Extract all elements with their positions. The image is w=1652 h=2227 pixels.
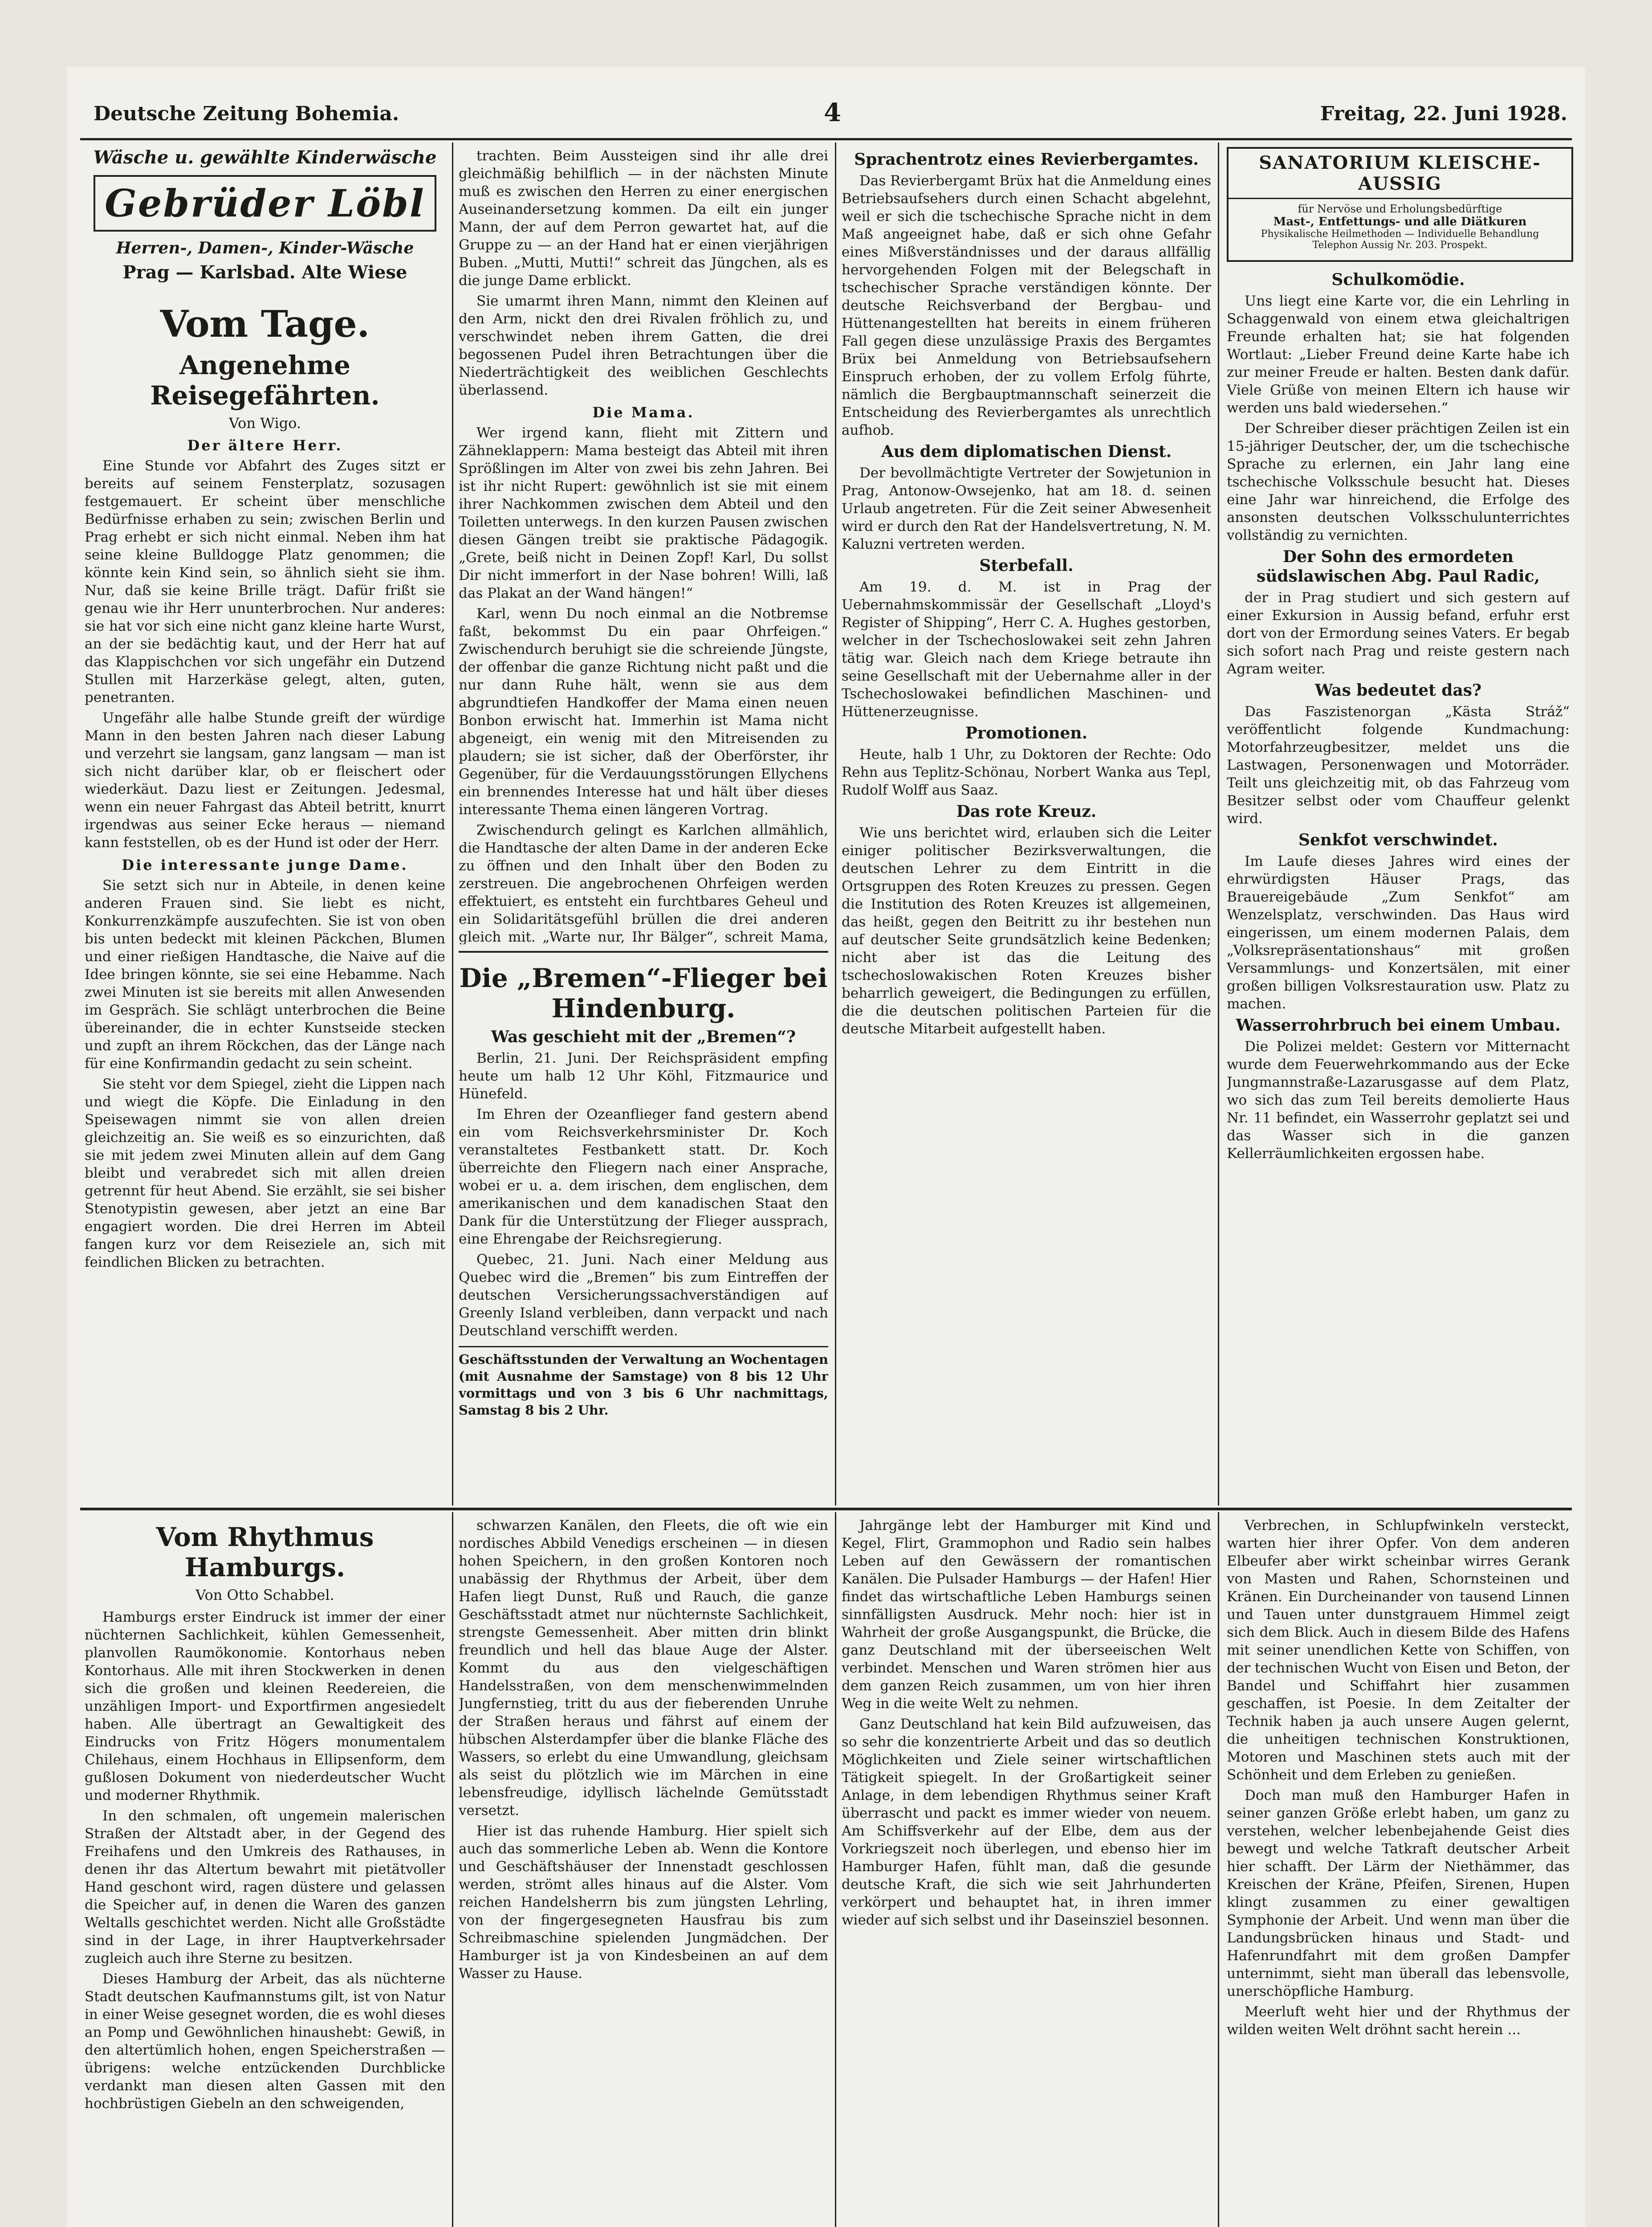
article-byline: Von Wigo. bbox=[228, 415, 301, 432]
article-bremen-flieger bbox=[459, 958, 828, 1503]
section-heading: Die Mama. bbox=[592, 404, 695, 421]
paragraph: Hamburgs erster Eindruck ist immer der einer nüchternen Sachlichkeit, kühlen Gemessenheit, planvollen Raumökonomie. Kontorhaus neben Kontorhaus. Alle mit ihren Stockwerken in denen sich die großen und kleinen Reedereien, die unzähligen Import- und Exportfirmen angesiedelt haben. Alle übertragt an Gewaltigkeit des Eindrucks von Fritz Högers monumentalem Chilehaus, einem Hochhaus in Ellipsenform, dem gußlosen Dokument von niederdeutscher Wucht und moderner Rhythmik. bbox=[85, 1609, 445, 1803]
article-title: Die „Bremen“-Flieger bei Hindenburg. bbox=[459, 963, 828, 1024]
article-subtitle: Angenehme Reisegefährten. bbox=[150, 350, 380, 411]
news-heading: Promotionen. bbox=[965, 724, 1088, 742]
paragraph: Im Laufe dieses Jahres wird eines der ehrwürdigsten Häuser Prags, das Brauereigebäude „Zum Senkfot“ am Wenzelsplatz, verschwinden. Das Haus wird eingerissen, um einem modernen Palais, dem „Volksrepräsentationshaus“ mit großen Versammlungs- und Konzertsälen, mit einer großen billigen Volksrestauration usw. Platz zu machen. bbox=[1227, 853, 1570, 1012]
paragraph: Das Revierbergamt Brüx hat die Anmeldung eines Betriebsaufsehers durch einen Schacht abgelehnt, weil er sich die tschechische Sprache nicht in dem Maß angeeignet habe, daß er sich ohne Gefahr eines Mißverständnisses und der daraus allfällig hervorgehenden Folgen mit der Belegschaft in tschechischer Sprache verständigen könnte. Der deutsche Reichsverband der Bergbau- und Hüttenangestellten hat bereits in einem früheren Fall gegen diese unzulässige Praxis des Bergamtes Brüx bei Anmeldung von Betriebsaufsehern Einspruch erhoben, der zu vollem Erfolg führte, nämlich die Bergbauptmannschaft seinerzeit die Entscheidung des Revierbergamtes als unrechtlich aufhob. bbox=[842, 173, 1211, 438]
article-hamburg-col1 bbox=[85, 1517, 445, 2227]
article-vom-tage bbox=[85, 298, 445, 1503]
paragraph: Ungefähr alle halbe Stunde greift der würdige Mann in den besten Jahren nach dieser Labung und verzehrt sie langsam, ganz langsam — man ist sich nicht darüber klar, ob er fleischert oder wiederkäut. Dazu liest er Zeitungen. Jedesmal, wenn ein neuer Fahrgast das Abteil betritt, knurrt irgendwas aus seiner Ecke heraus — niemand kann feststellen, ob es der Hund ist oder der Herr. bbox=[85, 710, 445, 851]
paragraph: Sie setzt sich nur in Abteile, in denen keine anderen Frauen sind. Sie liebt es nicht, Konkurrenzkämpfe auszufechten. Sie ist von oben bis unten bedeckt mit kleinen Päckchen, Blumen und einer rießigen Handtasche, die Naive auf die Idee bringen könnte, sie sei eine Hebamme. Nach zwei Minuten ist sie bereits mit allen Anwesenden im Gespräch. Sie schlägt unterbrochen die Beine übereinander, die in echter Kunstseide stecken und zupft an ihrem Röckchen, das der Länge nach für eine Konfirmandin gedacht zu sein scheint. bbox=[85, 877, 445, 1072]
advertisement-loebl bbox=[85, 147, 445, 294]
ad-line: für Nervöse und Erholungsbedürftige bbox=[1298, 203, 1502, 215]
article-subtitle: Was geschieht mit der „Bremen“? bbox=[491, 1028, 796, 1046]
paragraph: Uns liegt eine Karte vor, die ein Lehrling in Schaggenwald von einem etwa gleichaltrigen Freunde erhalten hat; sie hat folgenden Wortlaut: „Lieber Freund deine Karte habe ich zur meiner Freude er halten. Besten dank dafür. Viele Grüße von meinen Eltern ich hause wir werden uns bald wiedersehen.“ bbox=[1227, 293, 1570, 416]
ad-company-name: Gebrüder Löbl bbox=[94, 175, 436, 232]
ad-title: SANATORIUM KLEISCHE-AUSSIG bbox=[1229, 149, 1571, 199]
ad-line: Telephon Aussig Nr. 203. Prospekt. bbox=[1312, 240, 1488, 251]
paragraph: der in Prag studiert und sich gestern auf einer Exkursion in Aussig befand, erfuhr erst dort von der Ermordung seines Vaters. Er begab sich sofort nach Prag und reiste gestern nach Agram weiter. bbox=[1227, 590, 1570, 677]
paragraph: trachten. Beim Aussteigen sind ihr alle drei gleichmäßig behilflich — in der nächsten Minute muß es zwischen den Herren zu einer energischen Auseinandersetzung kommen. Da eilt ein junger Mann, der auf dem Perron gewartet hat, auf die Gruppe zu — an der Hand hat er einen vierjährigen Buben. „Mutti, Mutti!“ schreit das Jüngchen, als es die junge Dame erblickt. bbox=[459, 148, 828, 289]
paragraph: Dieses Hamburg der Arbeit, das als nüchterne Stadt deutschen Kaufmannstums gilt, ist von Natur in einer Weise gesegnet worden, die es wohl dieses an Pomp und Gewöhnlichen hinaushebt: Gewiß, in den altertümlich hohen, engen Speicherstraßen — übrigens: welche entzückenden Durchblicke verdankt man diesen alten Gassen mit den hochbrüstigen Giebeln an den schweigenden, bbox=[85, 1971, 445, 2112]
column-divider bbox=[835, 143, 836, 1505]
paragraph: Der bevollmächtigte Vertreter der Sowjetunion in Prag, Antonow-Owsejenko, hat am 18. d. seinen Urlaub angetreten. Für die Zeit seiner Abwesenheit wird er durch den Rat der Handelsvertretung, N. M. Kaluzni vertreten werden. bbox=[842, 465, 1211, 552]
news-heading: Was bedeutet das? bbox=[1314, 681, 1482, 700]
article-rule bbox=[459, 951, 828, 953]
page-number: 4 bbox=[824, 98, 841, 127]
paragraph: Karl, wenn Du noch einmal an die Notbremse faßt, bekommst Du ein paar Ohrfeigen.“ Zwischendurch beruhigt sie die schreiende Jüngste, der offenbar die ganze Richtung nicht paßt und die nur dann Ruhe hält, wenn sie aus dem abgrundtiefen Handkoffer der Mama einen neuen Bonbon erwischt hat. Immerhin ist Mama nicht abgeneigt, ein wenig mit den Mitreisenden zu plaudern; sie ist sicher, daß der Oberförster, ihr Gegenüber, für die Verdauungsstörungen Ellychens ein brennendes Interesse hat und hält über dieses interessante Thema einen längeren Vortrag. bbox=[459, 606, 828, 818]
paragraph: Ganz Deutschland hat kein Bild aufzuweisen, das so sehr die konzentrierte Arbeit und das so deutlich Möglichkeiten und Ziele seiner wirtschaftlichen Tätigkeit spiegelt. In der Großartigkeit seiner Anlage, in dem lebendigen Rhythmus seiner Kraft überrascht und packt es immer wieder von neuem. Am Schiffsverkehr auf der Elbe, dem aus der Vorkriegszeit noch überlegen, und ebenso hier im Hamburger Hafen, fühlt man, daß die gesunde deutsche Kraft, die sich wie seit Jahrhunderten verkörpert und behauptet hat, in ihren immer wieder auf sich selbst und ihr Daseinsziel besonnen. bbox=[842, 1716, 1211, 1928]
paragraph: Verbrechen, in Schlupfwinkeln versteckt, warten hier ihrer Opfer. Von dem anderen Elbeufer aber wirkt scheinbar wirres Gerank von Masten und Rahen, Schornsteinen und Kränen. Ein Durcheinander von tausend Linnen und Tauen unter dunstgrauem Himmel zeigt sich dem Blick. Auch in diesem Bilde des Hafens mit seiner unendlichen Kette von Schiffen, von der technischen Wucht von Eisen und Beton, der Bandel und Schiffahrt hier zusammen geschaffen, ist Poesie. In dem Zeitalter der Technik haben ja auch unsere Augen gelernt, die unheitigen technischen Konstruktionen, Motoren und Maschinen stets auch mit der Schönheit und dem Erleben zu genießen. bbox=[1227, 1517, 1570, 1783]
news-heading: Wasserrohrbruch bei einem Umbau. bbox=[1236, 1016, 1561, 1035]
news-heading: Der Sohn des ermordeten südslawischen Abg. Paul Radic, bbox=[1256, 547, 1540, 586]
column-divider bbox=[452, 143, 453, 1505]
column-divider bbox=[835, 1512, 836, 2227]
newspaper-page bbox=[67, 67, 1585, 2227]
news-heading: Sprachentrotz eines Revierbergamtes. bbox=[854, 150, 1199, 169]
paragraph: Der Schreiber dieser prächtigen Zeilen ist ein 15-jähriger Deutscher, der, um die tschechische Sprache zu erlernen, ein Jahr lang eine tschechische Volksschule besucht hat. Dieses eine Jahr war hinreichend, die Erfolge des ansonsten deutschen Volksschulunterrichtes vollständig zu vernichten. bbox=[1227, 420, 1570, 543]
ad-line: Physikalische Heilmethoden — Individuelle Behandlung bbox=[1261, 228, 1539, 240]
paragraph: In den schmalen, oft ungemein malerischen Straßen der Altstadt aber, in der Gegend des Freihafens und den Umkreis des Rathauses, in denen ihr das Altertum bewahrt mit pietätvoller Hand geschont wird, ragen düstere und gelassen die Speicher auf, in denen die Waren des ganzen Weltalls geschichtet werden. Nicht alle Großstädte sind in der Lage, in ihrer Hauptverkehrsader zugleich auch ihre Sterne zu besitzen. bbox=[85, 1808, 445, 1966]
news-heading: Schulkomödie. bbox=[1331, 270, 1465, 289]
business-hours-notice: Geschäftsstunden der Verwaltung an Wochentagen (mit Ausnahme der Samstage) von 8 bis 12 Uhr vormittags und von 3 bis 6 Uhr nachmittags, Samstag 8 bis 2 Uhr. bbox=[459, 1346, 828, 1419]
article-hamburg-col4 bbox=[1227, 1517, 1570, 2227]
ad-line: Wäsche u. gewählte Kinderwäsche bbox=[93, 147, 437, 168]
article-hamburg-col2 bbox=[459, 1517, 828, 2227]
news-column-3 bbox=[842, 147, 1211, 1503]
article-vom-tage-continued bbox=[459, 147, 828, 944]
paragraph: schwarzen Kanälen, den Fleets, die oft wie ein nordisches Abbild Venedigs erscheinen — in diesen hohen Speichern, in den großen Kontoren noch unabässig der Rhythmus der Arbeit, über dem Hafen liegt Dunst, Ruß und Rauch, die ganze Geschäftsstadt atmet nur nüchternste Sachlichkeit, strengste Gemessenheit. Aber mitten drin blinkt freundlich und hell das blaue Auge der Alster. Kommt du aus den vielgeschäftigen Handelsstraßen, von dem menschenwimmelnden Jungfernstieg, tritt du aus der fieberenden Unruhe der Straßen heraus und fährst auf einem der hübschen Alsterdampfer über die blanke Fläche des Wassers, so erlebt du eine Umwandlung, gleichsam als seist du plötzlich wie im Märchen in eine lebensfreudige, idyllisch lächelnde Gemütsstadt versetzt. bbox=[459, 1517, 828, 1819]
paragraph: Zwischendurch gelingt es Karlchen allmählich, die Handtasche der alten Dame in der anderen Ecke zu öffnen und den Inhalt über den Boden zu zerstreuen. Die angebrochenen Ohrfeigen werden effektuiert, es entsteht ein furchtbares Geheul und ein Solidaritätsgefühl brüllen die drei anderen gleich mit. „Warte nur, Ihr Bälger“, schreit Mama, bbox=[459, 822, 828, 944]
paragraph: Berlin, 21. Juni. Der Reichspräsident empfing heute um halb 12 Uhr Köhl, Fitzmaurice und Hünefeld. bbox=[459, 1050, 828, 1102]
header-rule bbox=[80, 138, 1572, 140]
advertisement-sanatorium bbox=[1227, 147, 1573, 262]
article-title: Vom Tage. bbox=[160, 303, 370, 346]
paragraph: Sie umarmt ihren Mann, nimmt den Kleinen auf den Arm, nickt den drei Rivalen fröhlich zu, und verschwindet neben ihrem Gatten, die drei begossenen Pudel ihren Betrachtungen über die Niederträchtigkeit des weiblichen Geschlechts überlassend. bbox=[459, 293, 828, 398]
article-title: Vom Rhythmus Hamburgs. bbox=[156, 1522, 374, 1583]
column-divider bbox=[452, 1512, 453, 2227]
paragraph: Quebec, 21. Juni. Nach einer Meldung aus Quebec wird die „Bremen“ bis zum Eintreffen der deutschen Versicherungssachverständigen auf Greenly Island verbleiben, dann verpackt und nach Deutschland verschifft werden. bbox=[459, 1252, 828, 1339]
paragraph: Das Faszistenorgan „Kästa Stráž“ veröffentlicht folgende Kundmachung: Motorfahrzeugbesitzer, meldet uns die Lastwagen, Personenwagen und Motorräder. Teilt uns gleichzeitig mit, ob das Fahrzeug vom Besitzer selbst oder vom Chauffeur gelenkt wird. bbox=[1227, 704, 1570, 827]
newspaper-name: Deutsche Zeitung Bohemia. bbox=[94, 102, 399, 125]
section-rule bbox=[80, 1508, 1572, 1510]
article-hamburg-col3 bbox=[842, 1517, 1211, 2227]
section-heading: Die interessante junge Dame. bbox=[122, 857, 408, 873]
news-heading: Das rote Kreuz. bbox=[956, 802, 1097, 821]
paragraph: Meerluft weht hier und der Rhythmus der wilden weiten Welt dröhnt sacht herein ... bbox=[1227, 2004, 1570, 2038]
paragraph: Im Ehren der Ozeanflieger fand gestern abend ein vom Reichsverkehrsminister Dr. Koch veranstaltetes Festbankett statt. Dr. Koch überreichte den Fliegern nach einer Ansprache, wobei er u. a. dem irischen, dem englischen, dem amerikanischen und dem kanadischen Staat den Dank für die Unterstützung der Flieger aussprach, eine Ehrengabe der Reichsregierung. bbox=[459, 1106, 828, 1247]
news-column-4 bbox=[1227, 267, 1570, 1503]
ad-line: Mast-, Entfettungs- und alle Diätkuren bbox=[1273, 215, 1527, 228]
column-divider bbox=[1218, 143, 1219, 1505]
paragraph: Wer irgend kann, flieht mit Zittern und Zähneklappern: Mama besteigt das Abteil mit ihren Sprößlingen im Alter von zwei bis zehn Jahren. Bei ist ihr nicht Rupert: gewöhnlich ist sie mit einem ihrer Nachkommen zwischen dem Abteil und den Toiletten unterwegs. In den kurzen Pausen zwischen diesen Gängen treibt sie praktische Pädagogik. „Grete, beiß nicht in Deinen Zopf! Karl, Du sollst Dir nicht immerfort in der Nase bohren! Willi, laß das Plakat an der Wand hängen!“ bbox=[459, 425, 828, 601]
paragraph: Am 19. d. M. ist in Prag der Uebernahmskommissär der Gesellschaft „Lloyd's Register of Shipping“, Herr C. A. Hughes gestorben, welcher in der Tschechoslowakei seit zehn Jahren tätig war. Gleich nach dem Kriege betraute ihn seine Gesellschaft mit der Uebernahme aller in der Tschechoslowakei befindlichen Maschinen- und Hüttenerzeugnisse. bbox=[842, 579, 1211, 720]
paragraph: Jahrgänge lebt der Hamburger mit Kind und Kegel, Flirt, Grammophon und Radio sein halbes Leben auf den Gewässern der romantischen Kanälen. Die Pulsader Hamburgs — der Hafen! Hier findet das wirtschaftliche Leben Hamburgs seinen sinnfälligsten Ausdruck. Mehr noch: hier ist in Wahrheit der große Ausgangspunkt, die Brücke, die ganz Deutschland mit der überseeischen Welt verbindet. Menschen und Waren strömen hier aus dem ganzen Reich zusammen, um von hier ihren Weg in die weite Welt zu nehmen. bbox=[842, 1517, 1211, 1712]
issue-date: Freitag, 22. Juni 1928. bbox=[1320, 102, 1567, 125]
paragraph: Wie uns berichtet wird, erlauben sich die Leiter einiger politischer Bezirksverwaltungen, die deutschen Lehrer zu dem Eintritt in die Ortsgruppen des Roten Kreuzes zu pressen. Gegen die Institution des Roten Kreuzes ist allgemeinen, das heißt, gegen den Beitritt zu ihr bestehen nun auf deutscher Seite grundsätzlich keine Bedenken; nicht aber ist das die Leitung des tschechoslowakischen Roten Kreuzes bisher beharrlich geweigert, die Bedingungen zu erfüllen, die die deutschen politischen Parteien für die deutsche Mitarbeit aufgestellt haben. bbox=[842, 825, 1211, 1037]
news-heading: Aus dem diplomatischen Dienst. bbox=[881, 442, 1172, 461]
article-byline: Von Otto Schabbel. bbox=[195, 1587, 334, 1603]
paragraph: Hier ist das ruhende Hamburg. Hier spielt sich auch das sommerliche Leben ab. Wenn die Kontore und Geschäftshäuser der Innenstadt geschlossen werden, strömt alles hinaus auf die Alster. Vom reichen Handelsherrn bis zum jüngsten Lehrling, von der fingergesegneten Hausfrau bis zum Schreibmaschine spielenden Jungmädchen. Der Hamburger ist ja von Kindesbeinen an auf dem Wasser zu Hause. bbox=[459, 1823, 828, 1982]
paragraph: Eine Stunde vor Abfahrt des Zuges sitzt er bereits auf seinem Fensterplatz, sozusagen festgemauert. Er scheint über menschliche Bedürfnisse erhaben zu sein; zwischen Berlin und Prag erhebt er sich nicht einmal. Neben ihm hat seine kleine Bulldogge Platz genommen; die könnte kein Kind sein, so ähnlich sieht sie ihm. Nur, daß sie keine Brille trägt. Dafür frißt sie genau wie ihr Herr ununterbrochen. Nur anderes: sie hat vor sich eine nicht ganz kleine harte Wurst, an der sie bedächtig kaut, und der Herr hat auf das Klappischchen vor sich ungefähr ein Dutzend Stullen mit Harzerkäse gelegt, alten, guten, penetranten. bbox=[85, 458, 445, 706]
ad-line: Herren-, Damen-, Kinder-Wäsche bbox=[116, 239, 414, 257]
paragraph: Heute, halb 1 Uhr, zu Doktoren der Rechte: Odo Rehn aus Teplitz-Schönau, Norbert Wanka aus Tepl, Rudolf Wolff aus Saaz. bbox=[842, 746, 1211, 798]
news-heading: Sterbefall. bbox=[979, 556, 1074, 575]
column-divider bbox=[1218, 1512, 1219, 2227]
paragraph: Sie steht vor dem Spiegel, zieht die Lippen nach und wiegt die Köpfe. Die Einladung in den Speisewagen nimmt sie von allen dreien gleichzeitig an. Sie weiß es so einzurichten, daß sie mit jedem zwei Minuten allein auf dem Gang bleibt und verabredet sich mit allen dreien getrennt für heut Abend. Sie erzählt, sie sei bisher Stenotypistin gewesen, aber jetzt an eine Bar engagiert worden. Die drei Herren im Abteil fangen kurz vor dem Reiseziele an, sich mit feindlichen Blicken zu betrachten. bbox=[85, 1076, 445, 1270]
ad-locations: Prag — Karlsbad. Alte Wiese bbox=[122, 262, 407, 283]
page-header bbox=[67, 98, 1585, 134]
paragraph: Doch man muß den Hamburger Hafen in seiner ganzen Größe erlebt haben, um ganz zu verstehen, welcher lebenbejahende Geist dies bewegt und welche Tatkraft deutscher Arbeit hier schafft. Der Lärm der Niethämmer, das Kreischen der Kräne, Pfeifen, Sirenen, Hupen klingt zusammen zu einer gewaltigen Symphonie der Arbeit. Und wenn man über die Landungsbrücken hinaus und Stadt- und Hafenrundfahrt mit dem großen Dampfer unternimmt, sieht man überall das lebensvolle, unerschöpfliche Hamburg. bbox=[1227, 1787, 1570, 1999]
paragraph: Die Polizei meldet: Gestern vor Mitternacht wurde dem Feuerwehrkommando aus der Ecke Jungmannstraße-Lazarusgasse auf dem Platz, wo sich das zum Teil bereits demolierte Haus Nr. 11 befindet, ein Wasserrohr geplatzt sei und das Wasser sich in die ganzen Kellerräumlichkeiten ergossen habe. bbox=[1227, 1039, 1570, 1162]
news-heading: Senkfot verschwindet. bbox=[1298, 831, 1498, 849]
section-heading: Der ältere Herr. bbox=[187, 437, 343, 454]
